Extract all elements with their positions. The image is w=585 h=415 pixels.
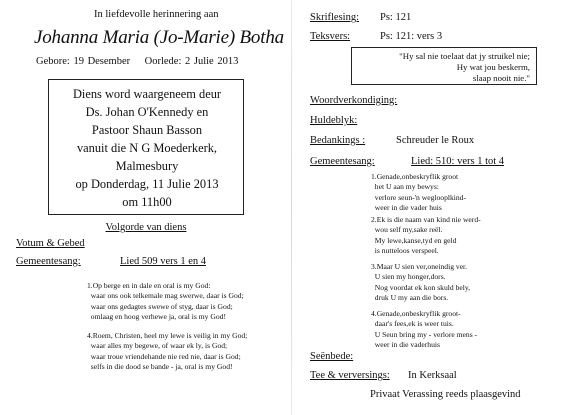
service-line: vanuit die N G Moederkerk,	[76, 141, 218, 155]
service-details-box	[48, 79, 244, 215]
service-line: Ds. Johan O'Kennedy en	[85, 105, 209, 119]
service-line: Malmesbury	[115, 159, 179, 173]
texts-value: Ps: 121: vers 3	[380, 31, 443, 42]
hymn-verse: 3.Maar U sien ver,oneindig ver. U sien my honger,dors. Nog voordat ek kon skuld bely, druk U my aan die bors.	[371, 262, 471, 302]
memorial-heading: In liefdevolle herinnering aan	[94, 9, 219, 20]
service-line: Pastoor Shaun Basson	[91, 123, 203, 137]
thanks-value: Schreuder le Roux	[396, 135, 475, 146]
votum-label: Votum & Gebed	[16, 238, 85, 249]
quote-line: Hy wat jou beskerm,	[456, 62, 530, 72]
life-dates	[36, 56, 238, 67]
refreshments-value: In Kerksaal	[408, 370, 457, 381]
hymn-verse: 4.Genade,onbeskryflik groot- daar's fees,ek is weer tuis. U Seun bring my - verlore mens - weer in die vaderhuis	[371, 309, 478, 349]
scripture-value: Ps: 121	[380, 12, 412, 23]
hymn-verse: 2.Ek is die naam van kind nie werd- wou self my,sake reël. My lewe,kanse,tyd en geld is nutteloos verspeel.	[371, 215, 481, 255]
texts-label: Teksvers:	[310, 31, 351, 42]
congregational-singing-label: Gemeentesang:	[16, 256, 81, 267]
hymn-verse: 1.Op berge en in dale en oral is my God: waar ons ook telkemale mag swerwe, daar is God; waar ons gedagtes swewe of styg, daar is God; omlaag en hoog verhewe ja, oral is my God!	[87, 281, 244, 321]
tribute-label: Huldeblyk:	[310, 115, 358, 126]
service-line: om 11h00	[122, 195, 172, 209]
blessing-label: Seënbede:	[310, 351, 354, 362]
deceased-name: Johanna Maria (Jo-Marie) Botha	[34, 27, 284, 48]
cremation-note: Privaat Verassing reeds plaasgevind	[370, 389, 521, 400]
quote-line: "Hy sal nie toelaat dat jy struikel nie;	[399, 51, 530, 61]
thanks-label: Bedankings :	[310, 135, 366, 146]
service-line: Diens word waargeneem deur	[72, 87, 222, 101]
congregational-singing-label: Gemeentesang:	[310, 156, 375, 167]
sermon-label: Woordverkondiging:	[310, 95, 398, 106]
scripture-quote-box	[351, 47, 537, 85]
quote-line: slaap nooit nie."	[472, 73, 530, 83]
service-line: op Donderdag, 11 Julie 2013	[75, 177, 219, 191]
death-date: Oorlede: 2 Julie 2013	[144, 56, 239, 67]
left-page	[0, 0, 292, 415]
birth-date: Gebore: 19 Desember	[36, 56, 131, 67]
hymn-verse: 1.Genade,onbeskryflik groot het U aan my bewys: verlore seun-'n weglooplkind- weer in die vader huis	[371, 172, 466, 212]
refreshments-label: Tee & verversings:	[310, 370, 390, 381]
order-of-service-title: Volgorde van diens	[105, 222, 187, 233]
scripture-label: Skriflesing:	[310, 12, 359, 23]
congregational-singing-value: Lied: 510: vers 1 tot 4	[411, 156, 505, 167]
hymn-verse: 4.Roem, Christen, heel my lewe is veilig in my God; waar alles my begewe, of waar ek ly, is God; waar troue vriendehande nie red nie, daar is God; selfs in die dood se bande - ja, oral is my God!	[87, 331, 248, 371]
congregational-singing-value: Lied 509 vers 1 en 4	[120, 256, 207, 267]
